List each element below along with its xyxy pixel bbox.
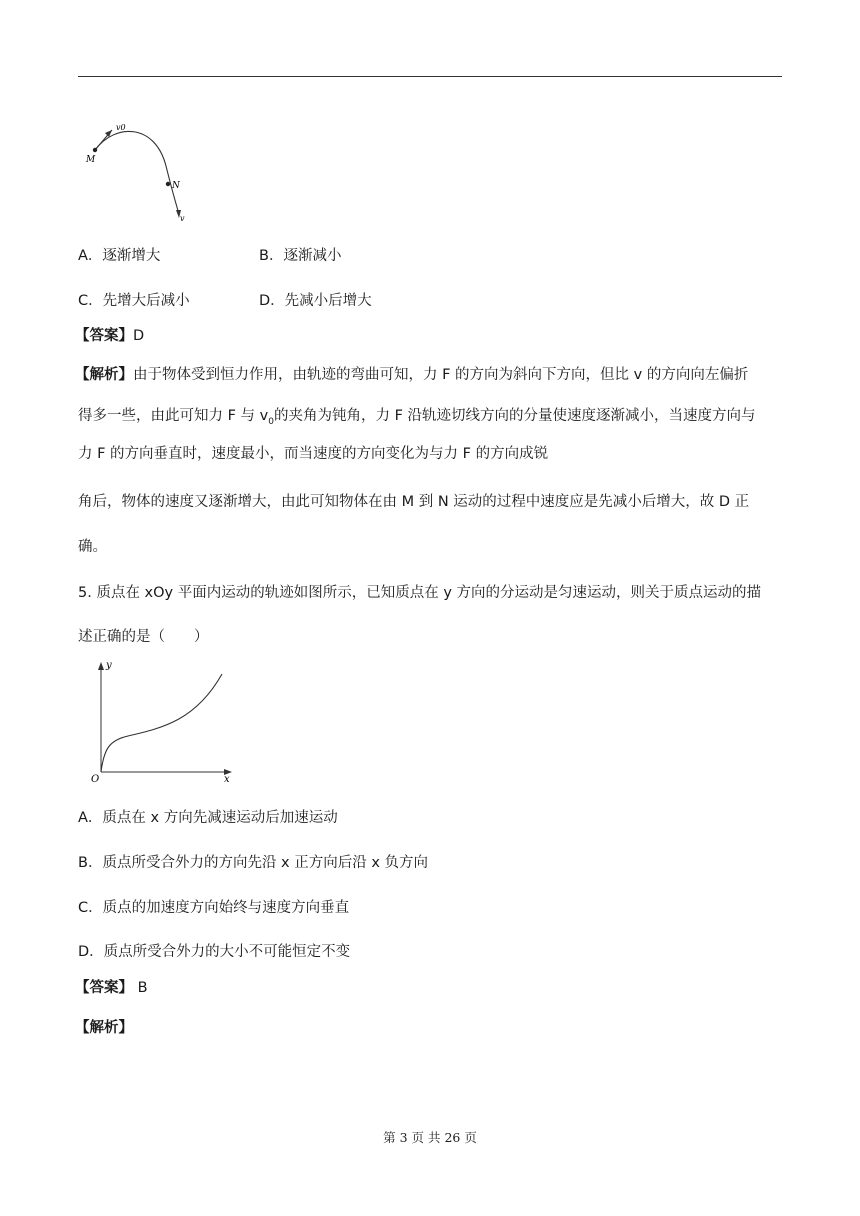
q5-answer — [75, 976, 148, 997]
q4-analysis-line-2 — [78, 404, 756, 427]
q4-option-a: A．逐渐增大 — [78, 248, 161, 264]
q4-analysis-text-1: 由于物体受到恒力作用，由轨迹的弯曲可知，力 F 的方向为斜向下方向，但比 v 的方向向左偏折 — [133, 367, 749, 383]
q5-option-d: D．质点所受合外力的大小不可能恒定不变 — [78, 944, 351, 960]
q5-stem-line-2: 述正确的是（ ） — [78, 629, 209, 645]
q4-answer — [75, 324, 144, 345]
axis-label-x: x — [224, 774, 230, 785]
q5-answer-value: B — [137, 980, 148, 996]
label-v0: v0 — [116, 123, 126, 132]
q4-analysis-label: 【解析】 — [75, 367, 133, 383]
axis-label-y: y — [106, 660, 112, 671]
trajectory-curve — [95, 131, 179, 214]
q4-answer-label: 【答案】 — [75, 328, 133, 344]
q4-answer-value: D — [133, 328, 145, 344]
xoy-trajectory-figure — [88, 658, 238, 786]
q5-option-b: B．质点所受合外力的方向先沿 x 正方向后沿 x 负方向 — [78, 855, 429, 871]
q4-analysis-line-3: 力 F 的方向垂直时，速度最小，而当速度的方向变化为与力 F 的方向成锐 — [78, 446, 549, 462]
q4-option-d: D．先减小后增大 — [259, 293, 372, 309]
q4-analysis-line-5: 确。 — [78, 539, 107, 555]
q4-option-c: C．先增大后减小 — [78, 293, 190, 309]
label-n: N — [172, 181, 180, 191]
header-rule — [78, 76, 782, 77]
q5-answer-label: 【答案】 — [75, 980, 133, 996]
q4-analysis-line-1 — [75, 363, 748, 384]
q4-analysis-line-4: 角后，物体的速度又逐渐增大，由此可知物体在由 M 到 N 运动的过程中速度应是先减小后增大，故 D 正 — [78, 494, 750, 510]
q5-option-c: C．质点的加速度方向始终与速度方向垂直 — [78, 900, 350, 916]
q4-analysis-text-2b: 的夹角为钝角，力 F 沿轨迹切线方向的分量使速度逐渐减小，当速度方向与 — [273, 408, 756, 424]
point-n — [166, 182, 170, 186]
q5-stem-line-1: 5. 质点在 xOy 平面内运动的轨迹如图所示，已知质点在 y 方向的分运动是匀速运动，则关于质点运动的描 — [78, 585, 762, 601]
y-axis-arrowhead-icon — [98, 662, 104, 670]
label-v: v — [180, 214, 185, 223]
q4-option-b: B．逐渐减小 — [259, 248, 342, 264]
label-m: M — [86, 155, 96, 165]
page-number-footer: 第 3 页 共 26 页 — [383, 1130, 477, 1145]
trajectory-curve — [101, 674, 222, 772]
origin-label: O — [91, 774, 100, 785]
point-m — [93, 148, 97, 152]
q5-analysis-label: 【解析】 — [75, 1020, 133, 1036]
q4-analysis-text-2a: 得多一些，由此可知力 F 与 v — [78, 408, 269, 424]
q5-option-a: A．质点在 x 方向先减速运动后加速运动 — [78, 810, 338, 826]
q4-analysis-subscript: 0 — [268, 416, 274, 427]
trajectory-figure-mn — [80, 118, 200, 224]
